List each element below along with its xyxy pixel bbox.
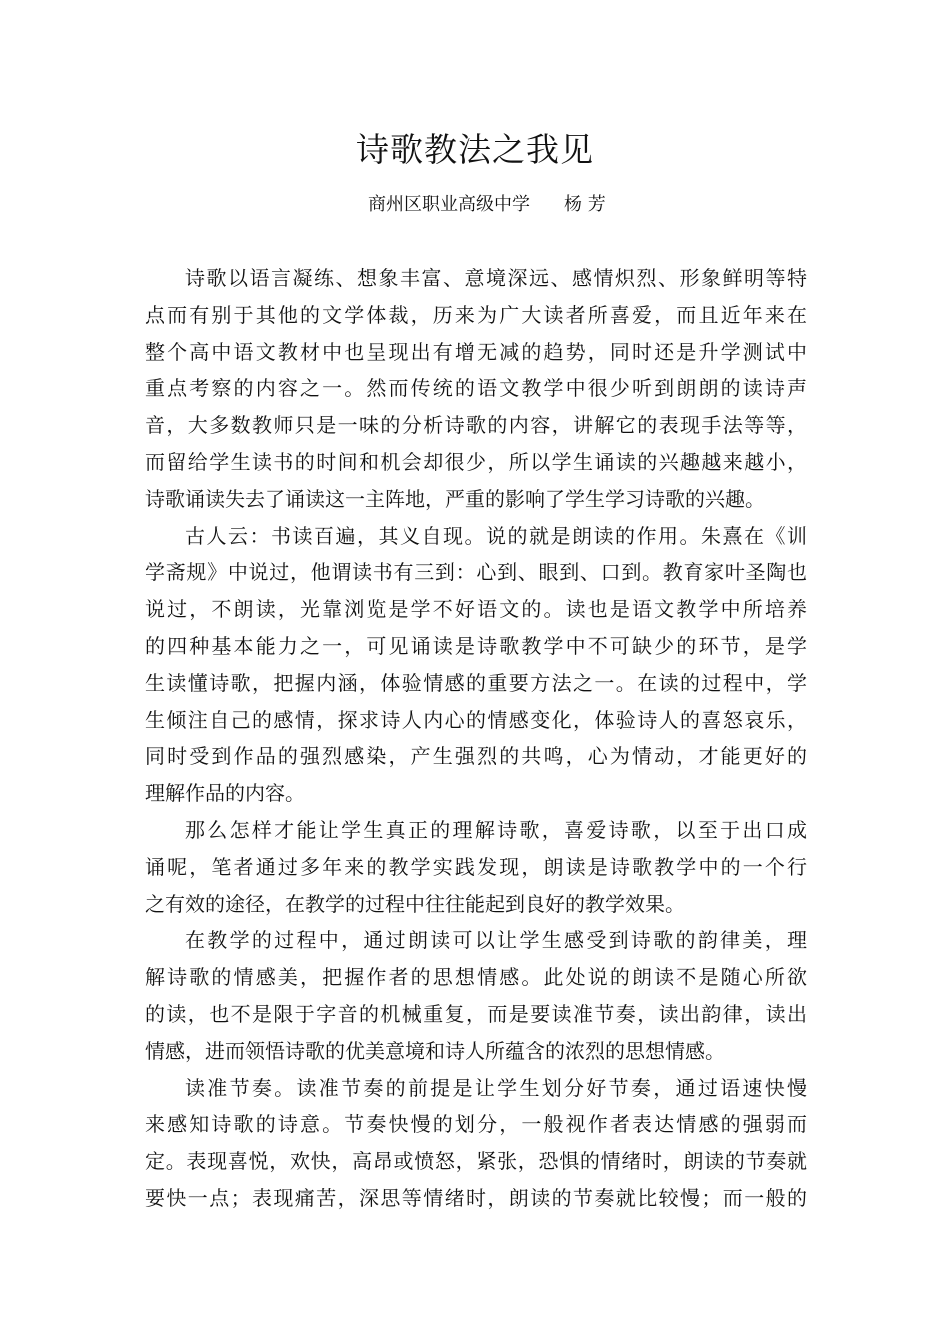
body-text-line: 而留给学生读书的时间和机会却很少，所以学生诵读的兴趣越来越小， [145, 449, 807, 474]
body-text-line: 在教学的过程中，通过朗读可以让学生感受到诗歌的韵律美，理 [185, 928, 807, 953]
body-text-line: 理解作品的内容。 [145, 781, 305, 806]
body-text-line: 重点考察的内容之一。然而传统的语文教学中很少听到朗朗的读诗声 [145, 376, 807, 401]
byline [368, 192, 606, 218]
author-school: 商州区职业高级中学 [368, 194, 530, 215]
body-text-line: 诗歌诵读失去了诵读这一主阵地，严重的影响了学生学习诗歌的兴趣。 [145, 486, 765, 511]
body-text-line: 整个高中语文教材中也呈现出有增无减的趋势，同时还是升学测试中 [145, 339, 807, 364]
body-text-line: 音，大多数教师只是一味的分析诗歌的内容，讲解它的表现手法等等， [145, 413, 807, 438]
body-text-line: 之有效的途径，在教学的过程中往往能起到良好的教学效果。 [145, 891, 685, 916]
body-text-line: 生读懂诗歌，把握内涵，体验情感的重要方法之一。在读的过程中，学 [145, 670, 807, 695]
body-text-line: 古人云：书读百遍，其义自现。说的就是朗读的作用。朱熹在《训 [185, 523, 807, 548]
body-text-line: 点而有别于其他的文学体裁，历来为广大读者所喜爱，而且近年来在 [145, 302, 807, 327]
body-text-line: 说过，不朗读，光靠浏览是学不好语文的。读也是语文教学中所培养 [145, 597, 807, 622]
body-text-line: 解诗歌的情感美，把握作者的思想情感。此处说的朗读不是随心所欲 [145, 965, 807, 990]
body-text-line: 诗歌以语言凝练、想象丰富、意境深远、感情炽烈、形象鲜明等特 [185, 266, 807, 290]
document-body [145, 260, 807, 1217]
body-text-line: 学斋规》中说过，他谓读书有三到：心到、眼到、口到。教育家叶圣陶也 [145, 560, 807, 585]
body-text-line: 同时受到作品的强烈感染，产生强烈的共鸣，心为情动，才能更好的 [145, 744, 807, 769]
body-text-line: 读准节奏。读准节奏的前提是让学生划分好节奏，通过语速快慢 [185, 1075, 807, 1100]
author-name: 杨 芳 [564, 194, 606, 215]
body-text-line: 要快一点；表现痛苦，深思等情绪时，朗读的节奏就比较慢；而一般的 [145, 1185, 807, 1210]
body-text-line: 情感，进而领悟诗歌的优美意境和诗人所蕴含的浓烈的思想情感。 [145, 1038, 725, 1063]
body-text-line: 的读，也不是限于字音的机械重复，而是要读准节奏，读出韵律，读出 [145, 1001, 807, 1026]
document-title: 诗歌教法之我见 [356, 130, 594, 169]
body-text-line: 的四种基本能力之一，可见诵读是诗歌教学中不可缺少的环节，是学 [145, 633, 807, 658]
body-text-line: 那么怎样才能让学生真正的理解诗歌，喜爱诗歌，以至于出口成 [185, 817, 807, 842]
body-text-line: 诵呢，笔者通过多年来的教学实践发现，朗读是诗歌教学中的一个行 [145, 854, 807, 879]
body-text-line: 来感知诗歌的诗意。节奏快慢的划分，一般视作者表达情感的强弱而 [145, 1112, 807, 1137]
body-text-line: 生倾注自己的感情，探求诗人内心的情感变化，体验诗人的喜怒哀乐， [145, 707, 807, 732]
body-text-line: 定。表现喜悦，欢快，高昂或愤怒，紧张，恐惧的情绪时，朗读的节奏就 [145, 1149, 807, 1174]
